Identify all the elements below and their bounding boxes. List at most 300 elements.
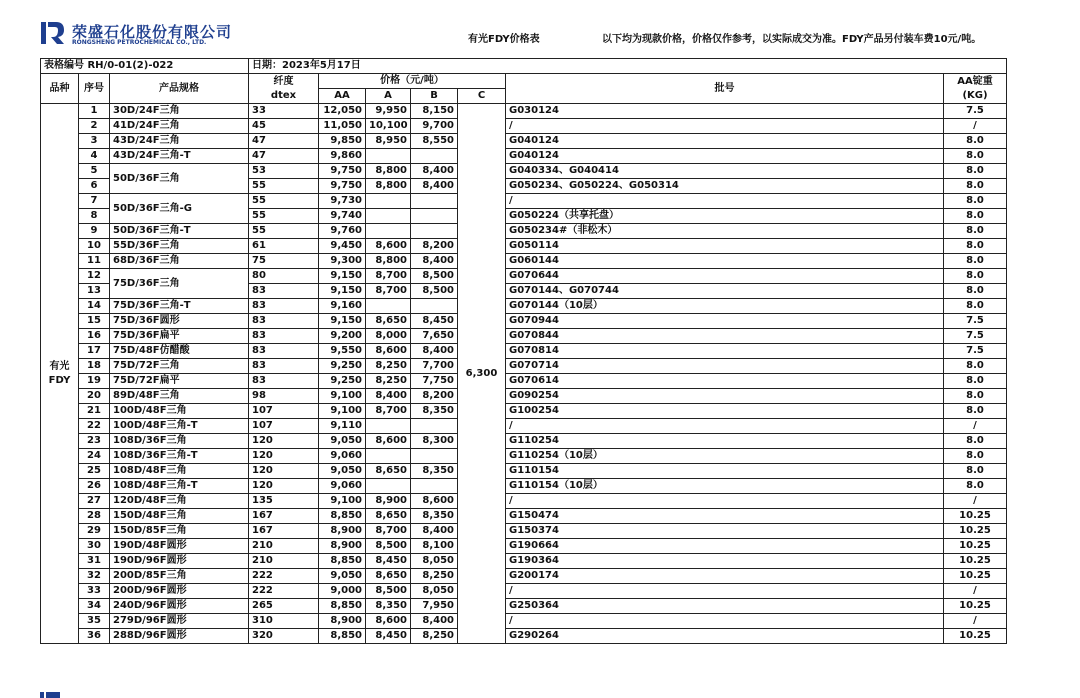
weight-cell: 8.0 bbox=[944, 479, 1007, 494]
price-b-cell: 8,250 bbox=[411, 569, 458, 584]
weight-cell: 8.0 bbox=[944, 194, 1007, 209]
doc-title: 有光FDY价格表 bbox=[468, 34, 540, 45]
table-row bbox=[41, 494, 1007, 509]
spec-cell: 50D/36F三角-G bbox=[110, 194, 249, 224]
price-a-cell: 8,700 bbox=[366, 404, 411, 419]
table-row bbox=[41, 374, 1007, 389]
batch-cell: G040124 bbox=[506, 134, 944, 149]
table-row bbox=[41, 569, 1007, 584]
batch-cell: G070144（10层） bbox=[506, 299, 944, 314]
weight-cell: 8.0 bbox=[944, 359, 1007, 374]
price-b-cell: 9,700 bbox=[411, 119, 458, 134]
company-name-cn: 荣盛石化股份有限公司 bbox=[72, 23, 233, 41]
price-aa-cell: 9,160 bbox=[319, 299, 366, 314]
price-b-cell: 7,950 bbox=[411, 599, 458, 614]
seq-cell: 1 bbox=[79, 104, 110, 119]
dtex-cell: 98 bbox=[249, 389, 319, 404]
spec-cell: 55D/36F三角 bbox=[110, 239, 249, 254]
batch-cell: G030124 bbox=[506, 104, 944, 119]
price-b-cell: 7,700 bbox=[411, 359, 458, 374]
batch-cell: / bbox=[506, 119, 944, 134]
batch-cell: G090254 bbox=[506, 389, 944, 404]
table-row bbox=[41, 479, 1007, 494]
table-row bbox=[41, 224, 1007, 239]
price-aa-cell: 9,550 bbox=[319, 344, 366, 359]
price-b-cell: 8,250 bbox=[411, 629, 458, 644]
seq-cell: 13 bbox=[79, 284, 110, 299]
batch-cell: G050234#（非松木） bbox=[506, 224, 944, 239]
price-a-cell: 8,600 bbox=[366, 239, 411, 254]
seq-cell: 24 bbox=[79, 449, 110, 464]
weight-cell: / bbox=[944, 419, 1007, 434]
weight-cell: 8.0 bbox=[944, 464, 1007, 479]
price-a-cell: 8,400 bbox=[366, 389, 411, 404]
dtex-cell: 61 bbox=[249, 239, 319, 254]
dtex-cell: 47 bbox=[249, 149, 319, 164]
dtex-cell: 55 bbox=[249, 179, 319, 194]
price-a-cell: 8,800 bbox=[366, 164, 411, 179]
price-aa-cell: 9,200 bbox=[319, 329, 366, 344]
document-header bbox=[0, 0, 1080, 56]
spec-cell: 100D/48F三角-T bbox=[110, 419, 249, 434]
dtex-cell: 167 bbox=[249, 524, 319, 539]
dtex-cell: 55 bbox=[249, 209, 319, 224]
batch-cell: G070944 bbox=[506, 314, 944, 329]
col-seq-header: 序号 bbox=[79, 74, 110, 104]
spec-cell: 150D/48F三角 bbox=[110, 509, 249, 524]
seq-cell: 35 bbox=[79, 614, 110, 629]
batch-cell: G060144 bbox=[506, 254, 944, 269]
batch-cell: G190664 bbox=[506, 539, 944, 554]
price-a-cell bbox=[366, 479, 411, 494]
price-a-cell: 10,100 bbox=[366, 119, 411, 134]
price-aa-cell: 9,150 bbox=[319, 284, 366, 299]
dtex-cell: 310 bbox=[249, 614, 319, 629]
company-name-en: RONGSHENG PETROCHEMICAL CO., LTD. bbox=[72, 39, 207, 46]
weight-cell: 8.0 bbox=[944, 149, 1007, 164]
batch-cell: G070814 bbox=[506, 344, 944, 359]
price-a-cell: 8,650 bbox=[366, 509, 411, 524]
dtex-cell: 53 bbox=[249, 164, 319, 179]
price-a-cell bbox=[366, 449, 411, 464]
price-a-cell: 8,500 bbox=[366, 584, 411, 599]
seq-cell: 29 bbox=[79, 524, 110, 539]
dtex-cell: 120 bbox=[249, 449, 319, 464]
price-a-cell bbox=[366, 149, 411, 164]
price-aa-cell: 9,110 bbox=[319, 419, 366, 434]
weight-cell: 8.0 bbox=[944, 374, 1007, 389]
col-weight-header bbox=[944, 74, 1007, 104]
price-aa-cell: 11,050 bbox=[319, 119, 366, 134]
weight-cell: / bbox=[944, 584, 1007, 599]
dtex-cell: 83 bbox=[249, 299, 319, 314]
table-row bbox=[41, 539, 1007, 554]
spec-cell: 240D/96F圆形 bbox=[110, 599, 249, 614]
weight-cell: 10.25 bbox=[944, 599, 1007, 614]
price-aa-cell: 9,100 bbox=[319, 494, 366, 509]
price-b-cell: 8,400 bbox=[411, 524, 458, 539]
price-aa-cell: 9,150 bbox=[319, 269, 366, 284]
seq-cell: 8 bbox=[79, 209, 110, 224]
seq-cell: 23 bbox=[79, 434, 110, 449]
price-a-cell: 8,250 bbox=[366, 374, 411, 389]
spec-cell: 43D/24F三角-T bbox=[110, 149, 249, 164]
price-aa-cell: 9,060 bbox=[319, 449, 366, 464]
dtex-cell: 47 bbox=[249, 134, 319, 149]
dtex-cell: 83 bbox=[249, 284, 319, 299]
dtex-cell: 210 bbox=[249, 554, 319, 569]
seq-cell: 33 bbox=[79, 584, 110, 599]
spec-cell: 108D/36F三角 bbox=[110, 434, 249, 449]
spec-cell: 68D/36F三角 bbox=[110, 254, 249, 269]
table-row bbox=[41, 509, 1007, 524]
seq-cell: 21 bbox=[79, 404, 110, 419]
table-row bbox=[41, 239, 1007, 254]
price-table bbox=[40, 58, 1007, 644]
col-price-header: 价格（元/吨） bbox=[319, 74, 506, 89]
table-row bbox=[41, 149, 1007, 164]
col-b-header: B bbox=[411, 89, 458, 104]
dtex-cell: 55 bbox=[249, 224, 319, 239]
seq-cell: 36 bbox=[79, 629, 110, 644]
spec-cell: 100D/48F三角 bbox=[110, 404, 249, 419]
spec-cell: 41D/24F三角 bbox=[110, 119, 249, 134]
price-aa-cell: 9,850 bbox=[319, 134, 366, 149]
seq-cell: 18 bbox=[79, 359, 110, 374]
price-b-cell bbox=[411, 149, 458, 164]
seq-cell: 2 bbox=[79, 119, 110, 134]
spec-cell: 190D/48F圆形 bbox=[110, 539, 249, 554]
table-row bbox=[41, 464, 1007, 479]
price-b-cell: 8,400 bbox=[411, 179, 458, 194]
table-row bbox=[41, 329, 1007, 344]
dtex-cell: 120 bbox=[249, 479, 319, 494]
table-row bbox=[41, 524, 1007, 539]
spec-cell: 43D/24F三角 bbox=[110, 134, 249, 149]
spec-cell: 150D/85F三角 bbox=[110, 524, 249, 539]
dtex-cell: 45 bbox=[249, 119, 319, 134]
dtex-cell: 120 bbox=[249, 434, 319, 449]
price-a-cell: 8,700 bbox=[366, 524, 411, 539]
price-aa-cell: 9,100 bbox=[319, 389, 366, 404]
spec-cell: 108D/36F三角-T bbox=[110, 449, 249, 464]
table-row bbox=[41, 629, 1007, 644]
weight-cell: 8.0 bbox=[944, 209, 1007, 224]
weight-cell: 7.5 bbox=[944, 344, 1007, 359]
price-aa-cell: 9,250 bbox=[319, 374, 366, 389]
weight-cell: / bbox=[944, 119, 1007, 134]
variety-line1: 有光 bbox=[49, 360, 70, 372]
price-a-cell: 8,250 bbox=[366, 359, 411, 374]
spec-cell: 50D/36F三角-T bbox=[110, 224, 249, 239]
price-a-cell: 8,700 bbox=[366, 284, 411, 299]
batch-cell: G070844 bbox=[506, 329, 944, 344]
spec-cell: 75D/36F扁平 bbox=[110, 329, 249, 344]
table-row bbox=[41, 599, 1007, 614]
price-aa-cell: 9,860 bbox=[319, 149, 366, 164]
price-aa-cell: 9,750 bbox=[319, 179, 366, 194]
dtex-cell: 135 bbox=[249, 494, 319, 509]
weight-cell: 8.0 bbox=[944, 224, 1007, 239]
batch-cell: G070714 bbox=[506, 359, 944, 374]
col-c-header: C bbox=[458, 89, 506, 104]
weight-cell: 10.25 bbox=[944, 539, 1007, 554]
spec-cell: 108D/48F三角-T bbox=[110, 479, 249, 494]
seq-cell: 26 bbox=[79, 479, 110, 494]
price-b-cell: 8,350 bbox=[411, 464, 458, 479]
batch-cell: G070644 bbox=[506, 269, 944, 284]
price-aa-cell: 9,000 bbox=[319, 584, 366, 599]
batch-cell: G110254 bbox=[506, 434, 944, 449]
col-dtex-header bbox=[249, 74, 319, 104]
price-aa-cell: 8,850 bbox=[319, 554, 366, 569]
price-b-cell: 8,050 bbox=[411, 584, 458, 599]
price-a-cell: 8,500 bbox=[366, 539, 411, 554]
dtex-cell: 80 bbox=[249, 269, 319, 284]
dtex-cell: 33 bbox=[249, 104, 319, 119]
weight-cell: 10.25 bbox=[944, 509, 1007, 524]
weight-cell: 8.0 bbox=[944, 254, 1007, 269]
price-aa-cell: 9,300 bbox=[319, 254, 366, 269]
weight-cell: 8.0 bbox=[944, 269, 1007, 284]
price-b-cell: 8,400 bbox=[411, 344, 458, 359]
price-b-cell: 8,050 bbox=[411, 554, 458, 569]
batch-cell: G250364 bbox=[506, 599, 944, 614]
price-aa-cell: 9,760 bbox=[319, 224, 366, 239]
dtex-cell: 83 bbox=[249, 374, 319, 389]
table-row bbox=[41, 434, 1007, 449]
spec-cell: 89D/48F三角 bbox=[110, 389, 249, 404]
weight-cell: 10.25 bbox=[944, 629, 1007, 644]
price-a-cell: 8,650 bbox=[366, 314, 411, 329]
spec-cell: 279D/96F圆形 bbox=[110, 614, 249, 629]
price-a-cell: 8,350 bbox=[366, 599, 411, 614]
price-aa-cell: 9,060 bbox=[319, 479, 366, 494]
col-a-header: A bbox=[366, 89, 411, 104]
table-row bbox=[41, 359, 1007, 374]
price-b-cell bbox=[411, 449, 458, 464]
price-b-cell bbox=[411, 479, 458, 494]
spec-cell: 75D/72F三角 bbox=[110, 359, 249, 374]
spec-cell: 50D/36F三角 bbox=[110, 164, 249, 194]
table-row bbox=[41, 269, 1007, 284]
table-row bbox=[41, 419, 1007, 434]
batch-cell: G070614 bbox=[506, 374, 944, 389]
price-b-cell: 8,550 bbox=[411, 134, 458, 149]
price-aa-cell: 9,050 bbox=[319, 569, 366, 584]
spec-cell: 288D/96F圆形 bbox=[110, 629, 249, 644]
seq-cell: 5 bbox=[79, 164, 110, 179]
seq-cell: 14 bbox=[79, 299, 110, 314]
batch-cell: G040124 bbox=[506, 149, 944, 164]
dtex-cell: 167 bbox=[249, 509, 319, 524]
price-a-cell: 8,650 bbox=[366, 464, 411, 479]
batch-cell: G200174 bbox=[506, 569, 944, 584]
company-logo bbox=[40, 20, 233, 48]
dtex-header-line2: dtex bbox=[270, 89, 297, 101]
seq-cell: 28 bbox=[79, 509, 110, 524]
company-logo-icon bbox=[40, 20, 66, 46]
price-b-cell bbox=[411, 224, 458, 239]
weight-cell: 8.0 bbox=[944, 284, 1007, 299]
batch-cell: / bbox=[506, 419, 944, 434]
weight-cell: 10.25 bbox=[944, 524, 1007, 539]
price-b-cell: 7,650 bbox=[411, 329, 458, 344]
spec-cell: 30D/24F三角 bbox=[110, 104, 249, 119]
weight-cell: / bbox=[944, 494, 1007, 509]
seq-cell: 17 bbox=[79, 344, 110, 359]
seq-cell: 9 bbox=[79, 224, 110, 239]
table-row bbox=[41, 299, 1007, 314]
price-aa-cell: 9,150 bbox=[319, 314, 366, 329]
weight-cell: / bbox=[944, 614, 1007, 629]
dtex-header-line1: 纤度 bbox=[273, 75, 294, 87]
dtex-cell: 120 bbox=[249, 464, 319, 479]
price-aa-cell: 9,740 bbox=[319, 209, 366, 224]
table-row bbox=[41, 404, 1007, 419]
weight-cell: 8.0 bbox=[944, 299, 1007, 314]
spec-cell: 200D/85F三角 bbox=[110, 569, 249, 584]
doc-note: 以下均为现款价格，价格仅作参考，以实际成交为准。FDY产品另付装车费10元/吨。 bbox=[602, 34, 982, 45]
price-aa-cell: 8,850 bbox=[319, 629, 366, 644]
dtex-cell: 210 bbox=[249, 539, 319, 554]
col-spec-header: 产品规格 bbox=[110, 74, 249, 104]
dtex-cell: 320 bbox=[249, 629, 319, 644]
price-b-cell: 8,200 bbox=[411, 239, 458, 254]
weight-cell: 10.25 bbox=[944, 569, 1007, 584]
batch-cell: / bbox=[506, 614, 944, 629]
weight-cell: 7.5 bbox=[944, 329, 1007, 344]
seq-cell: 34 bbox=[79, 599, 110, 614]
table-row bbox=[41, 449, 1007, 464]
seq-cell: 27 bbox=[79, 494, 110, 509]
spec-cell: 190D/96F圆形 bbox=[110, 554, 249, 569]
col-aa-header: AA bbox=[319, 89, 366, 104]
price-a-cell: 8,450 bbox=[366, 554, 411, 569]
spec-cell: 108D/48F三角 bbox=[110, 464, 249, 479]
dtex-cell: 83 bbox=[249, 359, 319, 374]
seq-cell: 4 bbox=[79, 149, 110, 164]
weight-cell: 8.0 bbox=[944, 434, 1007, 449]
price-b-cell: 8,200 bbox=[411, 389, 458, 404]
weight-header-line2: (KG) bbox=[962, 89, 988, 101]
price-b-cell: 8,600 bbox=[411, 494, 458, 509]
price-aa-cell: 8,850 bbox=[319, 599, 366, 614]
seq-cell: 19 bbox=[79, 374, 110, 389]
price-b-cell: 8,400 bbox=[411, 254, 458, 269]
spec-cell: 75D/72F扁平 bbox=[110, 374, 249, 389]
meta-row bbox=[41, 59, 1007, 74]
weight-header-line1: AA锭重 bbox=[957, 75, 993, 87]
price-b-cell: 8,350 bbox=[411, 404, 458, 419]
form-number: 表格编号 RH/0-01(2)-022 bbox=[41, 59, 249, 74]
batch-cell: G290264 bbox=[506, 629, 944, 644]
batch-cell: G050234、G050224、G050314 bbox=[506, 179, 944, 194]
table-row bbox=[41, 104, 1007, 119]
price-aa-cell: 9,100 bbox=[319, 404, 366, 419]
price-b-cell bbox=[411, 299, 458, 314]
price-b-cell: 7,750 bbox=[411, 374, 458, 389]
dtex-cell: 55 bbox=[249, 194, 319, 209]
seq-cell: 25 bbox=[79, 464, 110, 479]
price-a-cell: 9,950 bbox=[366, 104, 411, 119]
table-row bbox=[41, 164, 1007, 179]
seq-cell: 32 bbox=[79, 569, 110, 584]
footer-logo-icon bbox=[40, 690, 70, 698]
price-a-cell: 8,000 bbox=[366, 329, 411, 344]
weight-cell: 8.0 bbox=[944, 134, 1007, 149]
batch-cell: G110154（10层） bbox=[506, 479, 944, 494]
weight-cell: 8.0 bbox=[944, 179, 1007, 194]
price-c-cell: 6,300 bbox=[458, 104, 506, 644]
col-variety-header: 品种 bbox=[41, 74, 79, 104]
batch-cell: / bbox=[506, 584, 944, 599]
price-aa-cell: 12,050 bbox=[319, 104, 366, 119]
table-row bbox=[41, 254, 1007, 269]
price-aa-cell: 8,850 bbox=[319, 509, 366, 524]
batch-cell: G040334、G040414 bbox=[506, 164, 944, 179]
price-b-cell: 8,450 bbox=[411, 314, 458, 329]
price-a-cell bbox=[366, 299, 411, 314]
weight-cell: 7.5 bbox=[944, 104, 1007, 119]
seq-cell: 20 bbox=[79, 389, 110, 404]
batch-cell: G070144、G070744 bbox=[506, 284, 944, 299]
variety-cell bbox=[41, 104, 79, 644]
table-row bbox=[41, 614, 1007, 629]
batch-cell: G150474 bbox=[506, 509, 944, 524]
spec-cell: 120D/48F三角 bbox=[110, 494, 249, 509]
table-row bbox=[41, 314, 1007, 329]
dtex-cell: 83 bbox=[249, 329, 319, 344]
table-row bbox=[41, 389, 1007, 404]
weight-cell: 7.5 bbox=[944, 314, 1007, 329]
batch-cell: G050114 bbox=[506, 239, 944, 254]
batch-cell: G190364 bbox=[506, 554, 944, 569]
price-a-cell: 8,800 bbox=[366, 254, 411, 269]
weight-cell: 8.0 bbox=[944, 164, 1007, 179]
dtex-cell: 222 bbox=[249, 584, 319, 599]
weight-cell: 8.0 bbox=[944, 239, 1007, 254]
price-b-cell: 8,400 bbox=[411, 164, 458, 179]
price-b-cell bbox=[411, 419, 458, 434]
price-b-cell: 8,300 bbox=[411, 434, 458, 449]
table-row bbox=[41, 119, 1007, 134]
table-row bbox=[41, 134, 1007, 149]
dtex-cell: 75 bbox=[249, 254, 319, 269]
price-a-cell: 8,450 bbox=[366, 629, 411, 644]
seq-cell: 16 bbox=[79, 329, 110, 344]
seq-cell: 10 bbox=[79, 239, 110, 254]
spec-cell: 75D/36F圆形 bbox=[110, 314, 249, 329]
price-aa-cell: 9,050 bbox=[319, 434, 366, 449]
seq-cell: 3 bbox=[79, 134, 110, 149]
price-aa-cell: 8,900 bbox=[319, 539, 366, 554]
price-a-cell: 8,900 bbox=[366, 494, 411, 509]
price-aa-cell: 9,450 bbox=[319, 239, 366, 254]
price-a-cell bbox=[366, 209, 411, 224]
price-a-cell: 8,600 bbox=[366, 434, 411, 449]
weight-cell: 10.25 bbox=[944, 554, 1007, 569]
price-aa-cell: 9,730 bbox=[319, 194, 366, 209]
price-aa-cell: 8,900 bbox=[319, 524, 366, 539]
batch-cell: G150374 bbox=[506, 524, 944, 539]
price-aa-cell: 9,050 bbox=[319, 464, 366, 479]
table-row bbox=[41, 554, 1007, 569]
price-b-cell: 8,500 bbox=[411, 269, 458, 284]
table-row bbox=[41, 344, 1007, 359]
weight-cell: 8.0 bbox=[944, 449, 1007, 464]
dtex-cell: 265 bbox=[249, 599, 319, 614]
